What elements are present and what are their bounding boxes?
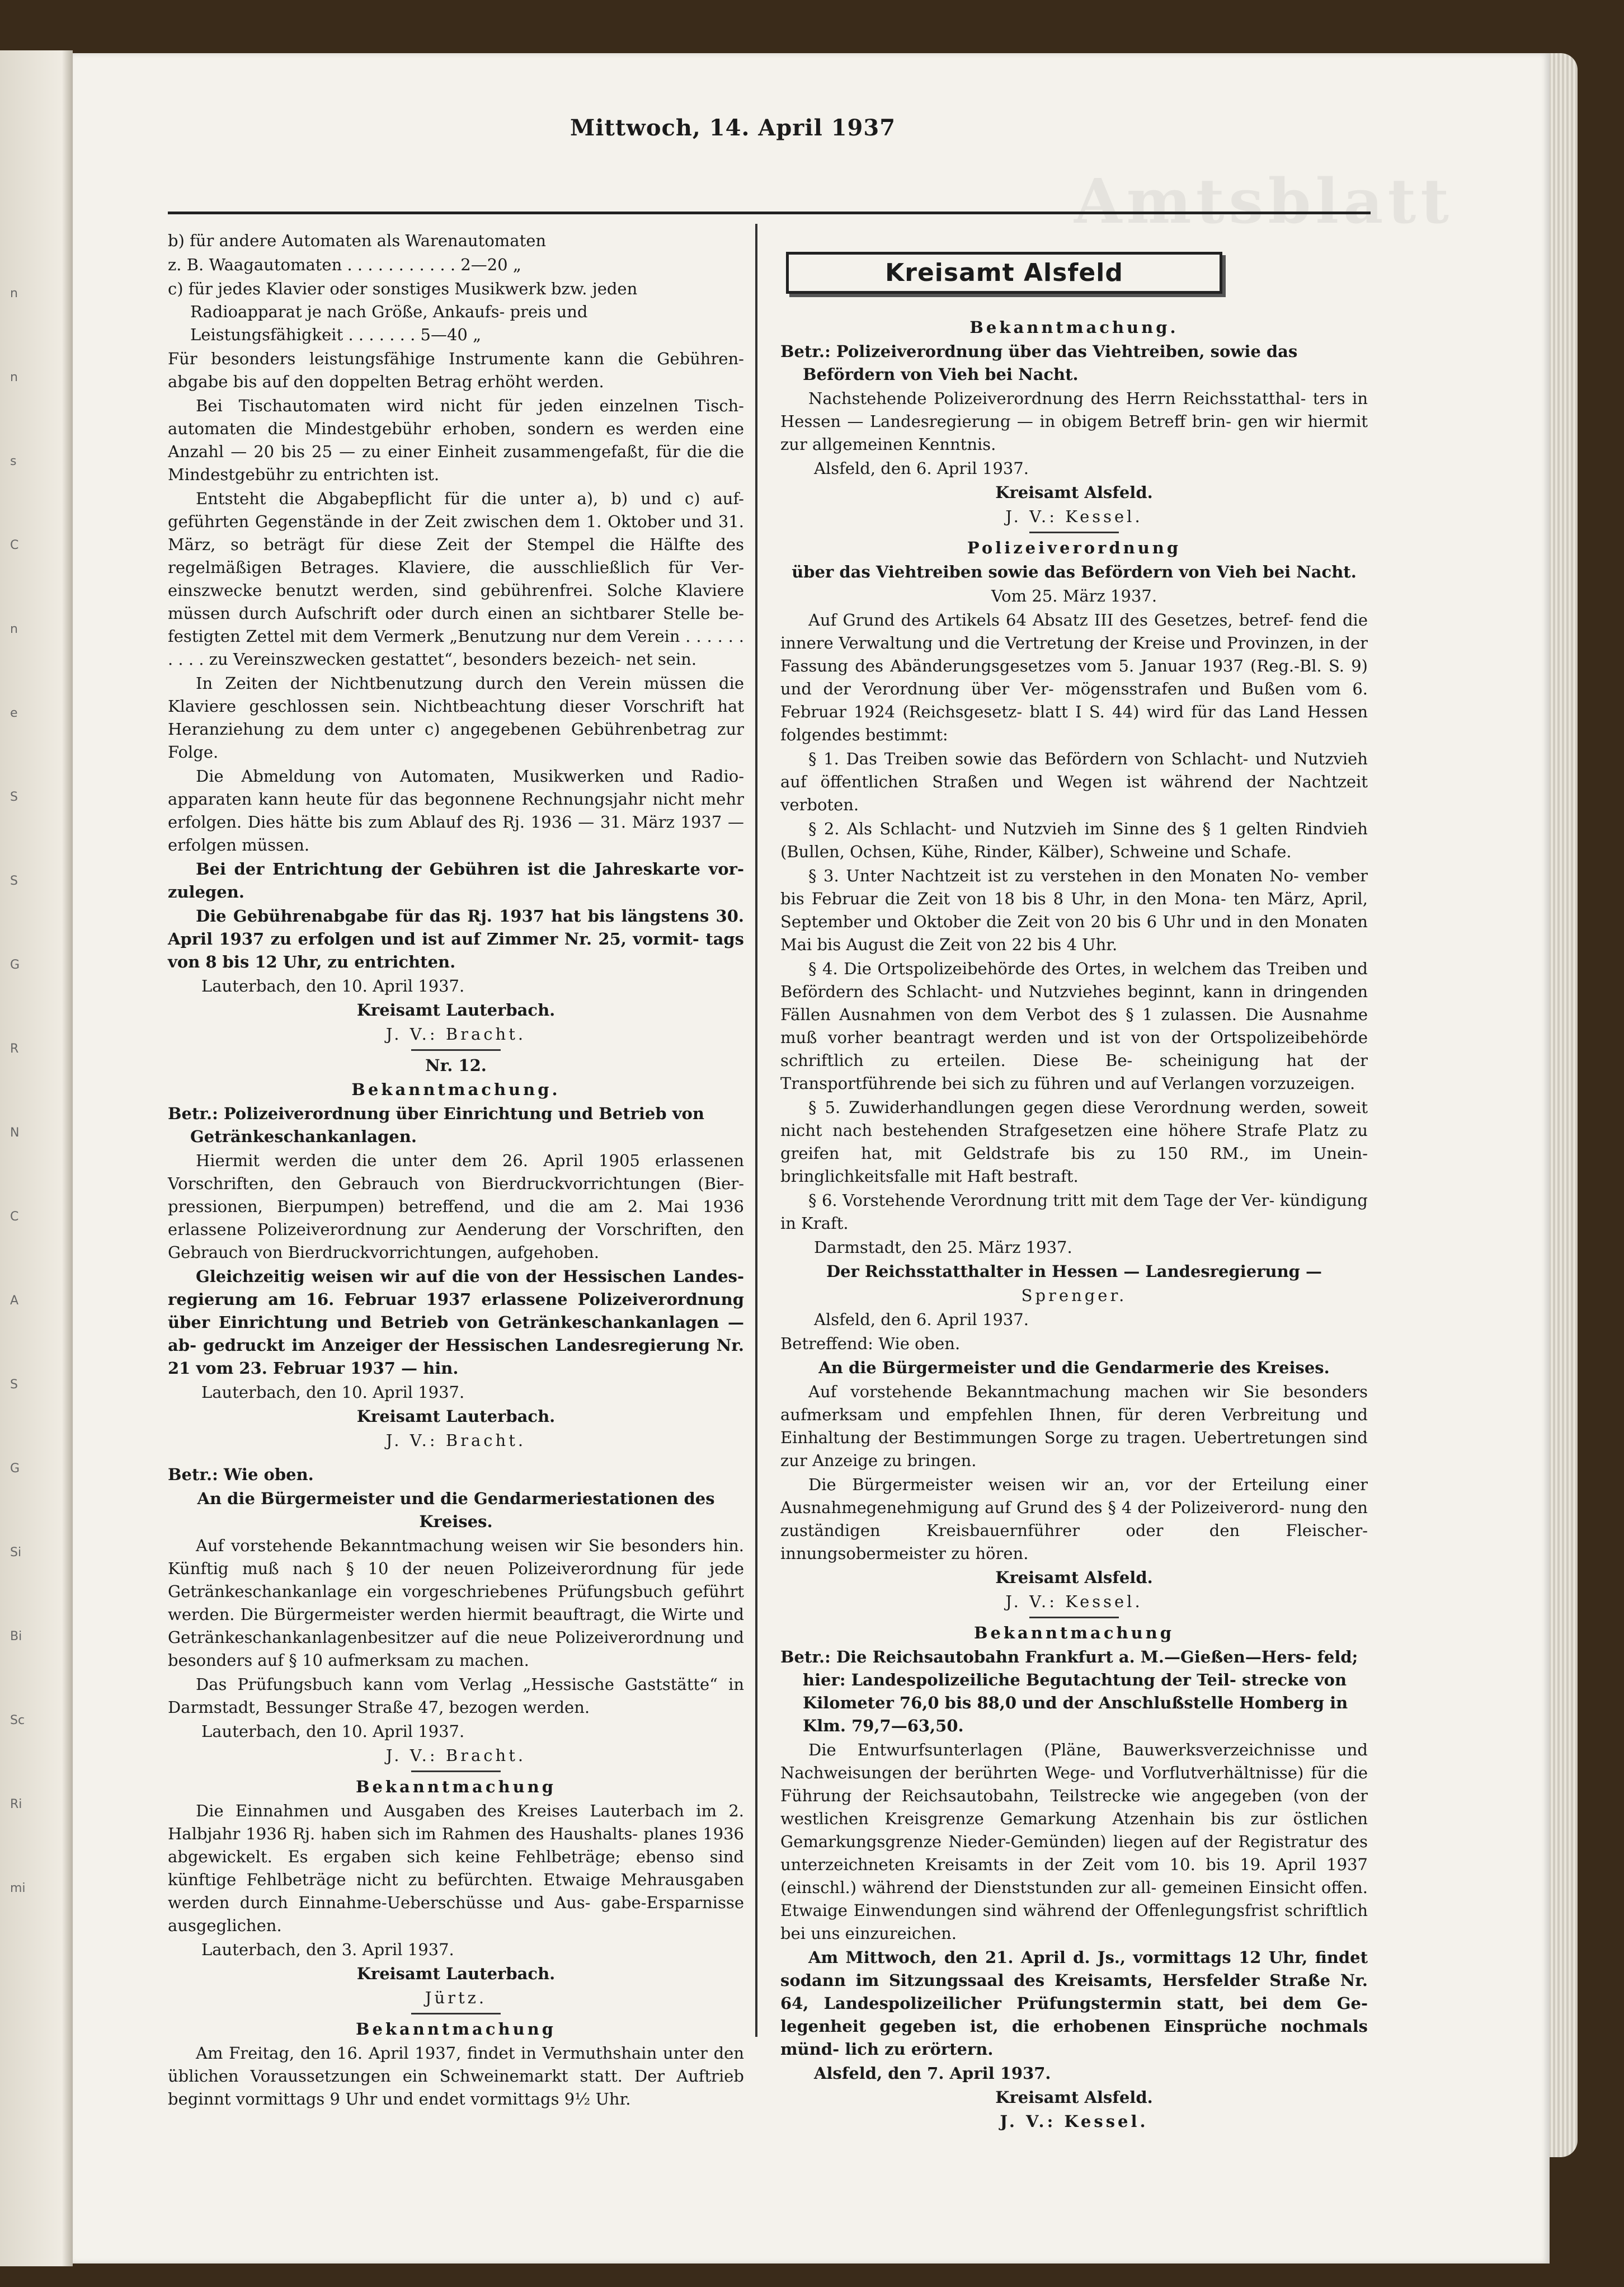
paragraph: Kreisamt Alsfeld.	[995, 2088, 1153, 2107]
adjacent-page-fragment: Bi	[10, 1629, 22, 1643]
section-rule	[411, 1049, 501, 1051]
paragraph: § 2. Als Schlacht- und Nutzvieh im Sinne des § 1 gelten Rindvieh (Bullen, Ochsen, Kühe, Rinder, Kälber), Schweine und Schafe.	[780, 819, 1368, 861]
adjacent-page-fragment: n	[10, 287, 18, 300]
paragraph: Jürtz.	[425, 1988, 487, 2007]
adjacent-page-fragment: G	[10, 958, 20, 972]
paragraph: Alsfeld, den 6. April 1937.	[814, 459, 1029, 478]
paragraph: Hiermit werden die unter dem 26. April 1905 erlassenen Vorschriften, den Gebrauch von Bierdruckvorrichtungen (Bier- pressionen, Bierpumpen) betreffend, und die am 2. Mai 1936 erlassene Polizeiverordnung zur Aenderung der Vorschriften, den Gebrauch von Bierdruckvorrichtungen, aufgehoben.	[168, 1151, 744, 1262]
paragraph: Betr.: Wie oben.	[168, 1465, 314, 1484]
adjacent-page-fragment: Si	[10, 1546, 22, 1560]
paragraph: Lauterbach, den 10. April 1937.	[201, 976, 465, 995]
paragraph: Kreisamt Lauterbach.	[356, 1407, 556, 1426]
kreisamt-alsfeld-heading: Kreisamt Alsfeld	[786, 252, 1222, 294]
paragraph: Betr.: Die Reichsautobahn Frankfurt a. M.—Gießen—Hers- feld; hier: Landespolizeiliche Begutachtung der Teil- strecke von Kilometer 76,0 bis 88,0 und der Anschlußstelle Homberg in Klm. 79,7—63,50.	[780, 1647, 1358, 1735]
paragraph: Die Abmeldung von Automaten, Musikwerken und Radio- apparaten kann heute für das begonnene Rechnungsjahr nicht mehr erfolgen. Dies hätte bis zum Ablauf des Rj. 1936 — 31. März 1937 — erfolgen müssen.	[168, 767, 744, 854]
adjacent-page-fragment: S	[10, 1378, 18, 1392]
paragraph: J. V.: Bracht.	[385, 1431, 526, 1450]
adjacent-page-fragment: e	[10, 706, 18, 720]
paragraph: An die Bürgermeister und die Gendarmerie des Kreises.	[818, 1358, 1330, 1377]
adjacent-page-fragment: Ri	[10, 1797, 22, 1811]
adjacent-page-fragment: R	[10, 1042, 19, 1056]
paragraph: J. V.: Kessel.	[1005, 1592, 1143, 1611]
paragraph: Auf vorstehende Bekanntmachung weisen wir Sie besonders hin. Künftig muß nach § 10 der neuen Polizeiverordnung für jede Getränkeschankanlage ein vorgeschriebenes Prüfungsbuch geführt werden. Die Bürgermeister werden hiermit beauftragt, die Wirte und Getränkeschankanlagenbesitzer auf die neue Polizeiverordnung und besonders auf § 10 aufmerksam zu machen.	[168, 1536, 744, 1670]
paragraph: In Zeiten der Nichtbenutzung durch den Verein müssen die Klaviere geschlossen sein. Nichtbeachtung dieser Vorschrift hat Heranziehung zu dem unter c) angegebenen Gebührenbetrag zur Folge.	[168, 674, 744, 762]
section-rule	[411, 1771, 501, 1772]
adjacent-page-fragment: N	[10, 1126, 20, 1140]
paragraph: Bekanntmachung.	[351, 1080, 561, 1099]
paragraph: Betreffend: Wie oben.	[780, 1334, 961, 1353]
paragraph: Nr. 12.	[425, 1056, 487, 1075]
paragraph: Polizeiverordnung	[967, 538, 1181, 557]
paragraph: Die Einnahmen und Ausgaben des Kreises Lauterbach im 2. Halbjahr 1936 Rj. haben sich im Rahmen des Haushalts- planes 1936 abgewickelt. Es ergaben sich keine Fehlbeträge; ebenso sind künftige Fehlbeträge nicht zu befürchten. Etwaige Mehrausgaben werden durch Einnahme-Ueberschüsse und Aus- gabe-Ersparnisse ausgeglichen.	[168, 1801, 744, 1935]
paragraph: Nachstehende Polizeiverordnung des Herrn Reichsstatthal- ters in Hessen — Landesregierung — in obigem Betreff brin- gen wir hiermit zur allgemeinen Kenntnis.	[780, 389, 1368, 454]
paragraph: Die Bürgermeister weisen wir an, vor der Erteilung einer Ausnahmegenehmigung auf Grund des § 4 der Polizeiverord- nung den zuständigen Kreisbauernführer oder den Fleischer- innungsobermeister zu hören.	[780, 1475, 1368, 1563]
paragraph: Das Prüfungsbuch kann vom Verlag „Hessische Gaststätte“ in Darmstadt, Bessunger Straße 47, bezogen werden.	[168, 1675, 744, 1717]
paragraph: Entsteht die Abgabepflicht für die unter a), b) und c) auf- geführten Gegenstände in der Zeit zwischen dem 1. Oktober und 31. März, so beträgt für diese Zeit der Stempel die Hälfte des regelmäßigen Betrages. Klaviere, die ausschließlich für Ver- einszwecke benutzt werden, sind gebührenfrei. Solche Klaviere müssen durch Aufschrift oder durch einen an sichtbarer Stelle be- festigten Zettel mit dem Vermerk „Benutzung nur dem Verein . . . . . . . . . . zu Vereinszwecken gestattet“, besonders bezeich- net sein.	[168, 489, 744, 669]
paragraph: Lauterbach, den 3. April 1937.	[201, 1940, 454, 1959]
adjacent-page-fragment: S	[10, 790, 18, 804]
paragraph: Für besonders leistungsfähige Instrumente kann die Gebühren- abgabe bis auf den doppelten Betrag erhöht werden.	[168, 349, 744, 391]
paragraph: über das Viehtreiben sowie das Befördern von Vieh bei Nacht.	[792, 562, 1357, 581]
paragraph: b) für andere Automaten als Warenautomaten	[168, 231, 547, 250]
adjacent-page-fragment: C	[10, 538, 19, 552]
paragraph: An die Bürgermeister und die Gendarmeriestationen des Kreises.	[197, 1489, 715, 1531]
paragraph: Bekanntmachung	[355, 1777, 557, 1796]
spacer	[168, 1453, 744, 1463]
paragraph: Vom 25. März 1937.	[991, 586, 1157, 605]
paragraph: Betr.: Polizeiverordnung über das Viehtreiben, sowie das Befördern von Vieh bei Nacht.	[780, 342, 1298, 384]
section-rule	[1029, 1617, 1119, 1618]
section-rule	[411, 2013, 501, 2014]
paragraph: J. V.: Kessel.	[1005, 507, 1143, 526]
paragraph: § 1. Das Treiben sowie das Befördern von Schlacht- und Nutzvieh auf öffentlichen Straßen und Wegen ist während der Nachtzeit verboten.	[780, 749, 1368, 814]
bleed-through-text: Amtsblatt	[1074, 165, 1454, 237]
paragraph: Bekanntmachung	[355, 2020, 557, 2039]
paragraph: Kreisamt Alsfeld.	[995, 483, 1153, 502]
adjacent-page-fragment: n	[10, 622, 18, 636]
paragraph: § 6. Vorstehende Verordnung tritt mit dem Tage der Ver- kündigung in Kraft.	[780, 1191, 1368, 1233]
paragraph: § 4. Die Ortspolizeibehörde des Ortes, in welchem das Treiben und Befördern des Schlacht- und Nutzviehes beginnt, kann in dringenden Fällen Ausnahmen von dem Verbot des § 1 zulassen. Die Ausnahme muß vorher beantragt werden und ist von der Ortspolizeibehörde schriftlich zu erteilen. Diese Be- scheinigung hat der Transportführende bei sich zu führen und auf Verlangen vorzuzeigen.	[780, 959, 1368, 1093]
adjacent-page-fragment: G	[10, 1462, 20, 1476]
section-rule	[1029, 532, 1119, 533]
paragraph: Die Entwurfsunterlagen (Pläne, Bauwerksverzeichnisse und Nachweisungen der berührten Wege- und Vorflutverhältnisse) für die Führung der Reichsautobahn, Teilstrecke wie angegeben (von der westlichen Kreisgrenze Gemarkung Atzenhain bis zur östlichen Gemarkungsgrenze Nieder-Gemünden) liegen auf der Registratur des unterzeichneten Kreisamts in der Zeit vom 10. bis 19. April 1937 (einschl.) während der Dienststunden zur all- gemeinen Einsicht offen. Etwaige Einwendungen sind während der Offenlegungsfrist schriftlich bei uns einzureichen.	[780, 1740, 1368, 1943]
paragraph: J. V.: Kessel.	[1000, 2112, 1148, 2131]
right-column	[780, 229, 1368, 2134]
column-divider	[755, 224, 757, 2037]
page-header-date: Mittwoch, 14. April 1937	[569, 115, 896, 141]
paragraph: Lauterbach, den 10. April 1937.	[201, 1383, 465, 1402]
left-column	[168, 229, 744, 2112]
paragraph: Sprenger.	[1021, 1286, 1127, 1305]
adjacent-page-fragment: mi	[10, 1881, 26, 1895]
paragraph: § 3. Unter Nachtzeit ist zu verstehen in den Monaten No- vember bis Februar die Zeit von 18 bis 8 Uhr, in den Mona- ten März, April, September und Oktober die Zeit von 20 bis 6 Uhr und in den Monaten Mai bis August die Zeit von 22 bis 4 Uhr.	[780, 866, 1368, 954]
adjacent-page-fragment: A	[10, 1294, 19, 1308]
paragraph: Bei der Entrichtung der Gebühren ist die Jahreskarte vor- zulegen.	[168, 860, 744, 901]
paragraph: z. B. Waagautomaten . . . . . . . . . . . 2—20 „	[168, 255, 521, 274]
adjacent-page-fragment: n	[10, 370, 18, 384]
paragraph: Bekanntmachung.	[969, 318, 1179, 337]
paragraph: J. V.: Bracht.	[385, 1746, 526, 1765]
paragraph: Kreisamt Lauterbach.	[356, 1001, 556, 1020]
paragraph: Alsfeld, den 7. April 1937.	[814, 2064, 1051, 2083]
adjacent-page-fragment: C	[10, 1210, 19, 1224]
paragraph: Alsfeld, den 6. April 1937.	[814, 1310, 1029, 1329]
header-rule	[168, 212, 1371, 214]
paragraph: Auf vorstehende Bekanntmachung machen wir Sie besonders aufmerksam und empfehlen Ihnen, für deren Verbreitung und Einhaltung der Bestimmungen Sorge zu tragen. Uebertretungen sind zur Anzeige zu bringen.	[780, 1382, 1368, 1470]
adjacent-page-fragment: Sc	[10, 1713, 25, 1727]
paragraph: Der Reichsstatthalter in Hessen — Landesregierung —	[826, 1262, 1322, 1281]
paragraph: Kreisamt Alsfeld.	[995, 1568, 1153, 1587]
paragraph: Am Freitag, den 16. April 1937, findet in Vermuthshain unter den üblichen Voraussetzungen ein Schweinemarkt statt. Der Auftrieb beginnt vormittags 9 Uhr und endet vormittags 9½ Uhr.	[168, 2044, 744, 2108]
adjacent-page-fragment: s	[10, 454, 17, 468]
paragraph: Bei Tischautomaten wird nicht für jeden einzelnen Tisch- automaten die Mindestgebühr erhoben, sondern es werden eine Anzahl — 20 bis 25 — zu einer Einheit zusammengefaßt, für die die Mindestgebühr zu entrichten ist.	[168, 396, 744, 484]
adjacent-page-fragment: S	[10, 874, 18, 888]
paragraph: Darmstadt, den 25. März 1937.	[814, 1238, 1072, 1257]
adjacent-page-edge	[0, 50, 73, 2266]
paragraph: Auf Grund des Artikels 64 Absatz III des Gesetzes, betref- fend die innere Verwaltung und die Vertretung der Kreise und Provinzen, in der Fassung des Abänderungsgesetzes vom 5. Januar 1937 (Reg.-Bl. S. 9) und der Verordnung über Ver- mögensstrafen und Bußen vom 6. Februar 1924 (Reichsgesetz- blatt I S. 44) wird für das Land Hessen folgendes bestimmt:	[780, 611, 1368, 744]
paragraph: J. V.: Bracht.	[385, 1025, 526, 1044]
paragraph: Lauterbach, den 10. April 1937.	[201, 1722, 465, 1741]
paragraph: Gleichzeitig weisen wir auf die von der Hessischen Landes- regierung am 16. Februar 1937 erlassene Polizeiverordnung über Einrichtung und Betrieb von Getränkeschankanlagen — ab- gedruckt im Anzeiger der Hessischen Landesregierung Nr. 21 vom 23. Februar 1937 — hin.	[168, 1267, 744, 1378]
paragraph: § 5. Zuwiderhandlungen gegen diese Verordnung werden, soweit nicht nach bestehenden Strafgesetzen eine höhere Strafe Platz zu greifen hat, mit Geldstrafe bis zu 150 RM., im Unein- bringlichkeitsfalle mit Haft bestraft.	[780, 1098, 1368, 1186]
paragraph: c) für jedes Klavier oder sonstiges Musikwerk bzw. jeden Radioapparat je nach Größe, Ankaufs- preis und Leistungsfähigkeit . . . . . . . 5—40 „	[168, 279, 638, 344]
paragraph: Bekanntmachung	[973, 1623, 1175, 1642]
paragraph: Die Gebührenabgabe für das Rj. 1937 hat bis längstens 30. April 1937 zu erfolgen und ist auf Zimmer Nr. 25, vormit- tags von 8 bis 12 Uhr, zu entrichten.	[168, 907, 744, 971]
paragraph: Kreisamt Lauterbach.	[356, 1964, 556, 1983]
paragraph: Am Mittwoch, den 21. April d. Js., vormittags 12 Uhr, findet sodann im Sitzungssaal des Kreisamts, Hersfelder Straße Nr. 64, Landespolizeilicher Prüfungstermin statt, bei dem Ge- legenheit gegeben ist, die erhobenen Einsprüche nochmals münd- lich zu erörtern.	[780, 1948, 1368, 2059]
paragraph: Betr.: Polizeiverordnung über Einrichtung und Betrieb von Getränkeschankanlagen.	[168, 1104, 704, 1146]
